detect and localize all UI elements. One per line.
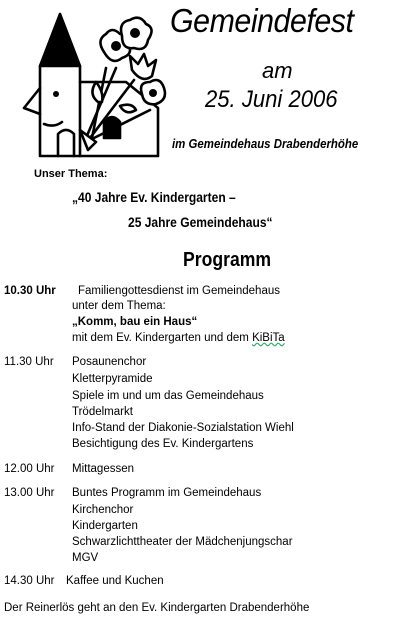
theme-line-1: „40 Jahre Ev. Kindergarten – — [72, 189, 236, 205]
program-line: Buntes Programm im Gemeindehaus — [72, 487, 262, 499]
footer-note: Der Reinerlös geht an den Ev. Kindergarten Drabenderhöhe — [4, 602, 310, 614]
program-time: 13.00 Uhr — [4, 487, 55, 499]
event-date: 25. Juni 2006 — [205, 86, 338, 113]
event-am: am — [262, 58, 293, 83]
program-line: MGV — [72, 552, 99, 564]
program-line: Kindergarten — [72, 520, 138, 532]
program-line: „Komm, bau ein Haus“ — [72, 316, 198, 328]
program-line: Trödelmarkt — [72, 406, 133, 418]
theme-label: Unser Thema: — [34, 168, 108, 180]
program-line: unter dem Thema: — [72, 300, 166, 312]
program-line: Schwarzlichttheater der Mädchenjungschar — [72, 536, 293, 548]
program-time: 11.30 Uhr — [4, 356, 54, 368]
program-line: Kletterpyramide — [72, 373, 153, 385]
event-title: Gemeindefest — [170, 2, 354, 39]
program-line: Spiele im und um das Gemeindehaus — [72, 390, 264, 402]
program-time: 10.30 Uhr — [4, 285, 56, 297]
program-line: mit dem Ev. Kindergarten und dem KiBiTa — [72, 332, 285, 344]
program-time: 14.30 Uhr — [4, 575, 55, 587]
program-line: Posaunenchor — [72, 356, 147, 368]
program-line: Info-Stand der Diakonie-Sozialstation Wiehl — [72, 422, 294, 434]
program-line: Mittagessen — [72, 463, 135, 475]
event-venue: im Gemeindehaus Drabenderhöhe — [172, 136, 359, 151]
program-line: Kaffee und Kuchen — [66, 575, 164, 587]
program-line: Kirchenchor — [72, 504, 134, 516]
program-time: 12.00 Uhr — [4, 463, 55, 475]
church-flowers-logo — [8, 10, 168, 160]
kibita-text: KiBiTa — [252, 332, 285, 344]
program-line: Besichtigung des Ev. Kindergartens — [72, 438, 254, 450]
program-line: Familiengottesdienst im Gemeindehaus — [78, 285, 280, 297]
theme-line-2: 25 Jahre Gemeindehaus“ — [128, 214, 273, 230]
program-heading: Programm — [183, 249, 272, 271]
